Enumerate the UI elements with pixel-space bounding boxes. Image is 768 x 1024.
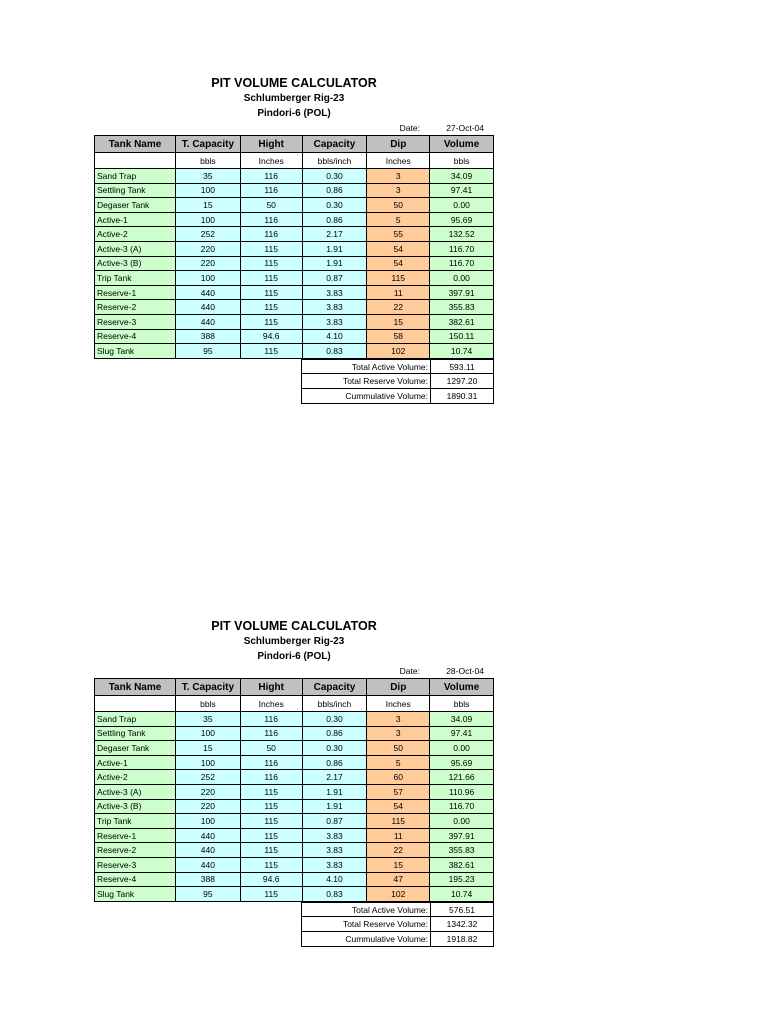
unit-cell: bbls/inch xyxy=(302,153,367,169)
dip-cell: 54 xyxy=(367,241,430,256)
dip-cell: 102 xyxy=(367,344,430,359)
dip-cell: 11 xyxy=(367,828,430,843)
table-row xyxy=(95,872,494,887)
dip-cell: 3 xyxy=(367,183,430,198)
capacity-cell: 0.83 xyxy=(302,887,367,902)
t-capacity-cell: 100 xyxy=(176,271,241,286)
totals-row xyxy=(302,931,494,946)
volume-cell: 0.00 xyxy=(430,271,494,286)
total-value: 593.11 xyxy=(431,359,494,374)
capacity-cell: 2.17 xyxy=(302,770,367,785)
t-capacity-cell: 15 xyxy=(176,741,241,756)
dip-cell: 22 xyxy=(367,300,430,315)
dip-cell: 102 xyxy=(367,887,430,902)
capacity-cell: 0.86 xyxy=(302,183,367,198)
table-row xyxy=(95,741,494,756)
capacity-cell: 4.10 xyxy=(302,329,367,344)
tank-name-cell: Active-3 (A) xyxy=(95,784,176,799)
height-cell: 94.6 xyxy=(240,872,302,887)
tank-name-cell: Active-3 (A) xyxy=(95,241,176,256)
calculator-sheet-1 xyxy=(94,76,494,404)
total-value: 1890.31 xyxy=(431,388,494,403)
t-capacity-cell: 220 xyxy=(176,784,241,799)
t-capacity-cell: 100 xyxy=(176,726,241,741)
column-header: Capacity xyxy=(302,136,367,153)
table-row xyxy=(95,799,494,814)
date-value: 27-Oct-04 xyxy=(446,123,484,133)
capacity-cell: 3.83 xyxy=(302,300,367,315)
tank-name-cell: Sand Trap xyxy=(95,169,176,184)
t-capacity-cell: 100 xyxy=(176,212,241,227)
total-label: Total Active Volume: xyxy=(302,359,431,374)
capacity-cell: 4.10 xyxy=(302,872,367,887)
capacity-cell: 0.83 xyxy=(302,344,367,359)
table-row xyxy=(95,285,494,300)
volume-cell: 121.66 xyxy=(430,770,494,785)
unit-cell xyxy=(95,696,176,712)
rig-name: Schlumberger Rig-23 xyxy=(243,636,345,647)
unit-cell: Inches xyxy=(240,153,302,169)
volume-cell: 195.23 xyxy=(430,872,494,887)
height-cell: 115 xyxy=(240,344,302,359)
dip-cell: 50 xyxy=(367,198,430,213)
capacity-cell: 3.83 xyxy=(302,843,367,858)
volume-cell: 150.11 xyxy=(430,329,494,344)
t-capacity-cell: 220 xyxy=(176,799,241,814)
column-header: Dip xyxy=(367,679,430,696)
height-cell: 116 xyxy=(240,755,302,770)
date-row xyxy=(94,664,494,678)
tank-name-cell: Active-1 xyxy=(95,755,176,770)
height-cell: 115 xyxy=(240,887,302,902)
dip-cell: 3 xyxy=(367,726,430,741)
height-cell: 115 xyxy=(240,814,302,829)
volume-cell: 34.09 xyxy=(430,169,494,184)
dip-cell: 3 xyxy=(367,169,430,184)
volume-cell: 0.00 xyxy=(430,814,494,829)
dip-cell: 115 xyxy=(367,271,430,286)
volume-cell: 355.83 xyxy=(430,300,494,315)
volume-cell: 0.00 xyxy=(430,198,494,213)
volume-cell: 0.00 xyxy=(430,741,494,756)
tank-name-cell: Degaser Tank xyxy=(95,198,176,213)
column-header: Volume xyxy=(430,679,494,696)
dip-cell: 11 xyxy=(367,285,430,300)
column-header: Dip xyxy=(367,136,430,153)
table-row xyxy=(95,712,494,727)
tank-name-cell: Slug Tank xyxy=(95,344,176,359)
dip-cell: 54 xyxy=(367,256,430,271)
totals-row xyxy=(302,359,494,374)
tank-name-cell: Active-1 xyxy=(95,212,176,227)
table-row xyxy=(95,212,494,227)
volume-cell: 397.91 xyxy=(430,828,494,843)
height-cell: 115 xyxy=(240,843,302,858)
height-cell: 116 xyxy=(240,726,302,741)
tank-name-cell: Slug Tank xyxy=(95,887,176,902)
tank-name-cell: Reserve-2 xyxy=(95,300,176,315)
calculator-sheet-2 xyxy=(94,619,494,947)
tank-name-cell: Trip Tank xyxy=(95,271,176,286)
column-header: Hight xyxy=(240,136,302,153)
table-row xyxy=(95,857,494,872)
tank-name-cell: Reserve-3 xyxy=(95,314,176,329)
volume-cell: 116.70 xyxy=(430,799,494,814)
table-row xyxy=(95,198,494,213)
height-cell: 116 xyxy=(240,770,302,785)
total-label: Cummulative Volume: xyxy=(302,388,431,403)
tank-name-cell: Reserve-1 xyxy=(95,828,176,843)
height-cell: 115 xyxy=(240,314,302,329)
capacity-cell: 0.30 xyxy=(302,712,367,727)
capacity-cell: 1.91 xyxy=(302,256,367,271)
capacity-cell: 1.91 xyxy=(302,799,367,814)
table-row xyxy=(95,183,494,198)
t-capacity-cell: 220 xyxy=(176,241,241,256)
capacity-cell: 0.30 xyxy=(302,741,367,756)
column-header: T. Capacity xyxy=(176,136,241,153)
capacity-cell: 0.30 xyxy=(302,198,367,213)
capacity-cell: 0.86 xyxy=(302,755,367,770)
table-row xyxy=(95,314,494,329)
volume-cell: 97.41 xyxy=(430,183,494,198)
height-cell: 116 xyxy=(240,212,302,227)
total-label: Cummulative Volume: xyxy=(302,931,431,946)
height-cell: 116 xyxy=(240,227,302,242)
unit-cell: Inches xyxy=(367,153,430,169)
capacity-cell: 3.83 xyxy=(302,314,367,329)
well-name: Pindori-6 (POL) xyxy=(257,108,331,119)
dip-cell: 54 xyxy=(367,799,430,814)
t-capacity-cell: 388 xyxy=(176,872,241,887)
dip-cell: 60 xyxy=(367,770,430,785)
tank-name-cell: Settling Tank xyxy=(95,726,176,741)
dip-cell: 15 xyxy=(367,857,430,872)
units-row xyxy=(95,696,494,712)
totals-row xyxy=(302,902,494,917)
height-cell: 115 xyxy=(240,784,302,799)
unit-cell: bbls xyxy=(176,153,241,169)
t-capacity-cell: 440 xyxy=(176,300,241,315)
page-title: PIT VOLUME CALCULATOR xyxy=(211,76,377,90)
totals-row xyxy=(302,917,494,932)
column-header: Hight xyxy=(240,679,302,696)
capacity-cell: 2.17 xyxy=(302,227,367,242)
height-cell: 115 xyxy=(240,799,302,814)
capacity-cell: 0.86 xyxy=(302,212,367,227)
dip-cell: 3 xyxy=(367,712,430,727)
table-row xyxy=(95,828,494,843)
table-row xyxy=(95,814,494,829)
date-label: Date: xyxy=(399,666,420,676)
table-row xyxy=(95,169,494,184)
height-cell: 116 xyxy=(240,169,302,184)
table-row xyxy=(95,329,494,344)
t-capacity-cell: 252 xyxy=(176,227,241,242)
capacity-cell: 1.91 xyxy=(302,241,367,256)
t-capacity-cell: 440 xyxy=(176,857,241,872)
table-row xyxy=(95,271,494,286)
t-capacity-cell: 220 xyxy=(176,256,241,271)
total-value: 1918.82 xyxy=(431,931,494,946)
height-cell: 115 xyxy=(240,857,302,872)
volume-cell: 97.41 xyxy=(430,726,494,741)
page-title: PIT VOLUME CALCULATOR xyxy=(211,619,377,633)
table-row xyxy=(95,770,494,785)
capacity-cell: 0.87 xyxy=(302,271,367,286)
dip-cell: 5 xyxy=(367,212,430,227)
dip-cell: 15 xyxy=(367,314,430,329)
t-capacity-cell: 15 xyxy=(176,198,241,213)
height-cell: 50 xyxy=(240,198,302,213)
height-cell: 115 xyxy=(240,285,302,300)
table-row xyxy=(95,755,494,770)
dip-cell: 47 xyxy=(367,872,430,887)
volume-cell: 34.09 xyxy=(430,712,494,727)
tank-name-cell: Reserve-4 xyxy=(95,329,176,344)
totals-row xyxy=(302,388,494,403)
height-cell: 115 xyxy=(240,828,302,843)
t-capacity-cell: 95 xyxy=(176,344,241,359)
volume-cell: 95.69 xyxy=(430,755,494,770)
t-capacity-cell: 252 xyxy=(176,770,241,785)
volume-cell: 382.61 xyxy=(430,857,494,872)
table-row xyxy=(95,887,494,902)
height-cell: 115 xyxy=(240,256,302,271)
total-label: Total Active Volume: xyxy=(302,902,431,917)
height-cell: 115 xyxy=(240,271,302,286)
t-capacity-cell: 440 xyxy=(176,285,241,300)
height-cell: 116 xyxy=(240,183,302,198)
height-cell: 115 xyxy=(240,300,302,315)
t-capacity-cell: 95 xyxy=(176,887,241,902)
table-row xyxy=(95,843,494,858)
tank-name-cell: Active-2 xyxy=(95,227,176,242)
dip-cell: 22 xyxy=(367,843,430,858)
dip-cell: 50 xyxy=(367,741,430,756)
column-header: Tank Name xyxy=(95,136,176,153)
volume-cell: 397.91 xyxy=(430,285,494,300)
dip-cell: 115 xyxy=(367,814,430,829)
dip-cell: 58 xyxy=(367,329,430,344)
tank-name-cell: Settling Tank xyxy=(95,183,176,198)
tank-name-cell: Reserve-1 xyxy=(95,285,176,300)
height-cell: 94.6 xyxy=(240,329,302,344)
column-header: Capacity xyxy=(302,679,367,696)
volume-cell: 382.61 xyxy=(430,314,494,329)
dip-cell: 55 xyxy=(367,227,430,242)
tank-name-cell: Reserve-3 xyxy=(95,857,176,872)
unit-cell: bbls xyxy=(430,153,494,169)
volume-cell: 116.70 xyxy=(430,256,494,271)
table-row xyxy=(95,300,494,315)
volume-cell: 10.74 xyxy=(430,344,494,359)
dip-cell: 57 xyxy=(367,784,430,799)
totals-table xyxy=(301,902,494,947)
volume-cell: 116.70 xyxy=(430,241,494,256)
tank-table xyxy=(94,678,494,902)
tank-name-cell: Reserve-2 xyxy=(95,843,176,858)
table-row xyxy=(95,726,494,741)
column-header: Tank Name xyxy=(95,679,176,696)
volume-cell: 110.96 xyxy=(430,784,494,799)
unit-cell: bbls/inch xyxy=(302,696,367,712)
tank-name-cell: Sand Trap xyxy=(95,712,176,727)
tank-name-cell: Degaser Tank xyxy=(95,741,176,756)
table-row xyxy=(95,241,494,256)
capacity-cell: 3.83 xyxy=(302,857,367,872)
tank-table xyxy=(94,135,494,359)
total-label: Total Reserve Volume: xyxy=(302,374,431,389)
table-row xyxy=(95,344,494,359)
t-capacity-cell: 440 xyxy=(176,314,241,329)
t-capacity-cell: 440 xyxy=(176,828,241,843)
unit-cell: bbls xyxy=(430,696,494,712)
t-capacity-cell: 35 xyxy=(176,169,241,184)
tank-name-cell: Active-2 xyxy=(95,770,176,785)
height-cell: 116 xyxy=(240,712,302,727)
header-row xyxy=(95,679,494,696)
well-name: Pindori-6 (POL) xyxy=(257,651,331,662)
unit-cell xyxy=(95,153,176,169)
total-value: 1342.32 xyxy=(431,917,494,932)
volume-cell: 355.83 xyxy=(430,843,494,858)
totals-row xyxy=(302,374,494,389)
height-cell: 50 xyxy=(240,741,302,756)
t-capacity-cell: 35 xyxy=(176,712,241,727)
column-header: T. Capacity xyxy=(176,679,241,696)
tank-name-cell: Active-3 (B) xyxy=(95,256,176,271)
table-row xyxy=(95,256,494,271)
height-cell: 115 xyxy=(240,241,302,256)
capacity-cell: 0.86 xyxy=(302,726,367,741)
unit-cell: Inches xyxy=(240,696,302,712)
capacity-cell: 0.87 xyxy=(302,814,367,829)
t-capacity-cell: 388 xyxy=(176,329,241,344)
t-capacity-cell: 100 xyxy=(176,814,241,829)
units-row xyxy=(95,153,494,169)
volume-cell: 10.74 xyxy=(430,887,494,902)
dip-cell: 5 xyxy=(367,755,430,770)
table-row xyxy=(95,227,494,242)
unit-cell: Inches xyxy=(367,696,430,712)
table-row xyxy=(95,784,494,799)
rig-name: Schlumberger Rig-23 xyxy=(243,93,345,104)
t-capacity-cell: 100 xyxy=(176,183,241,198)
capacity-cell: 3.83 xyxy=(302,828,367,843)
volume-cell: 132.52 xyxy=(430,227,494,242)
volume-cell: 95.69 xyxy=(430,212,494,227)
unit-cell: bbls xyxy=(176,696,241,712)
capacity-cell: 0.30 xyxy=(302,169,367,184)
total-value: 1297.20 xyxy=(431,374,494,389)
totals-table xyxy=(301,359,494,404)
total-label: Total Reserve Volume: xyxy=(302,917,431,932)
t-capacity-cell: 440 xyxy=(176,843,241,858)
capacity-cell: 3.83 xyxy=(302,285,367,300)
date-label: Date: xyxy=(399,123,420,133)
capacity-cell: 1.91 xyxy=(302,784,367,799)
tank-name-cell: Active-3 (B) xyxy=(95,799,176,814)
date-value: 28-Oct-04 xyxy=(446,666,484,676)
t-capacity-cell: 100 xyxy=(176,755,241,770)
header-row xyxy=(95,136,494,153)
tank-name-cell: Trip Tank xyxy=(95,814,176,829)
total-value: 576.51 xyxy=(431,902,494,917)
column-header: Volume xyxy=(430,136,494,153)
date-row xyxy=(94,121,494,135)
tank-name-cell: Reserve-4 xyxy=(95,872,176,887)
